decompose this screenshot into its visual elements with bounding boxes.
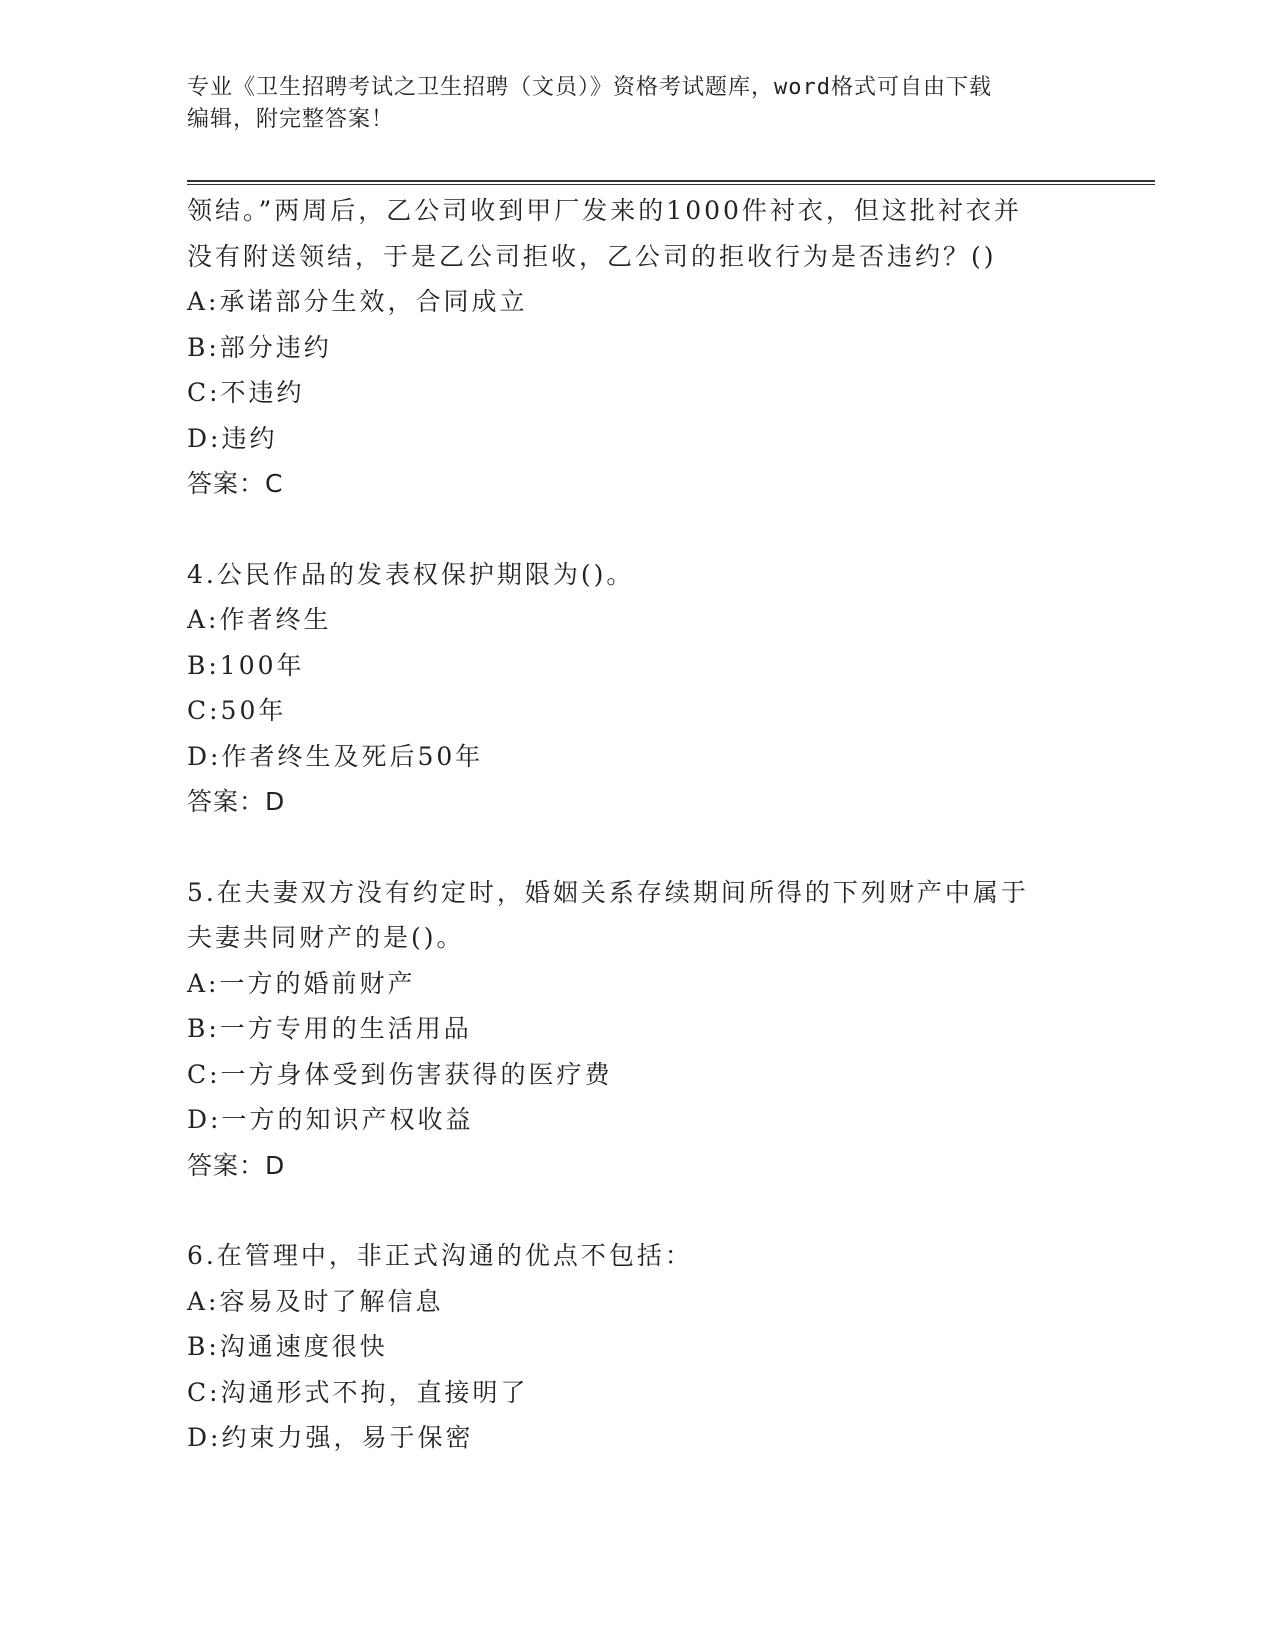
option-a: A:承诺部分生效，合同成立	[187, 287, 528, 316]
option-c: C:沟通形式不拘，直接明了	[187, 1377, 529, 1407]
option-a: A:作者终生	[187, 605, 332, 634]
question-text-line: 5.在夫妻双方没有约定时，婚姻关系存续期间所得的下列财产中属于	[187, 877, 1029, 907]
question-6	[187, 1233, 1147, 1461]
question-text-line: 6.在管理中，非正式沟通的优点不包括：	[187, 1241, 693, 1270]
option-b: B:部分违约	[187, 332, 332, 362]
option-d: D:作者终生及死后50年	[187, 741, 484, 771]
answer-line: 答案：C	[187, 469, 284, 498]
document-header	[187, 72, 1067, 136]
question-spacer	[187, 507, 1147, 552]
question-text-line: 4.公民作品的发表权保护期限为()。	[187, 559, 635, 589]
question-3-continuation	[187, 188, 1147, 507]
option-b: B:100年	[187, 650, 305, 680]
answer-line: 答案：D	[187, 787, 286, 816]
question-text-line: 夫妻共同财产的是()。	[187, 923, 465, 952]
option-d: D:一方的知识产权收益	[187, 1105, 474, 1134]
option-c: C:50年	[187, 696, 287, 725]
option-a: A:一方的婚前财产	[187, 968, 416, 998]
option-d: D:违约	[187, 423, 278, 453]
header-line-1: 专业《卫生招聘考试之卫生招聘（文员）》资格考试题库，word格式可自由下载	[187, 75, 992, 100]
option-b: B:一方专用的生活用品	[187, 1014, 472, 1043]
question-list	[187, 188, 1147, 1461]
option-d: D:约束力强，易于保密	[187, 1423, 474, 1452]
question-4	[187, 552, 1147, 825]
option-b: B:沟通速度很快	[187, 1332, 388, 1361]
option-c: C:不违约	[187, 378, 305, 407]
question-spacer	[187, 1188, 1147, 1233]
option-a: A:容易及时了解信息	[187, 1286, 444, 1316]
header-line-2: 编辑，附完整答案！	[187, 107, 395, 132]
question-spacer	[187, 825, 1147, 870]
answer-line: 答案：D	[187, 1150, 286, 1180]
question-5	[187, 870, 1147, 1189]
header-divider	[187, 180, 1155, 185]
question-text-line: 领结。”两周后，乙公司收到甲厂发来的1000件衬衣，但这批衬衣并	[187, 196, 1022, 225]
question-text-line: 没有附送领结，于是乙公司拒收，乙公司的拒收行为是否违约？()	[187, 241, 997, 271]
option-c: C:一方身体受到伤害获得的医疗费	[187, 1059, 613, 1089]
